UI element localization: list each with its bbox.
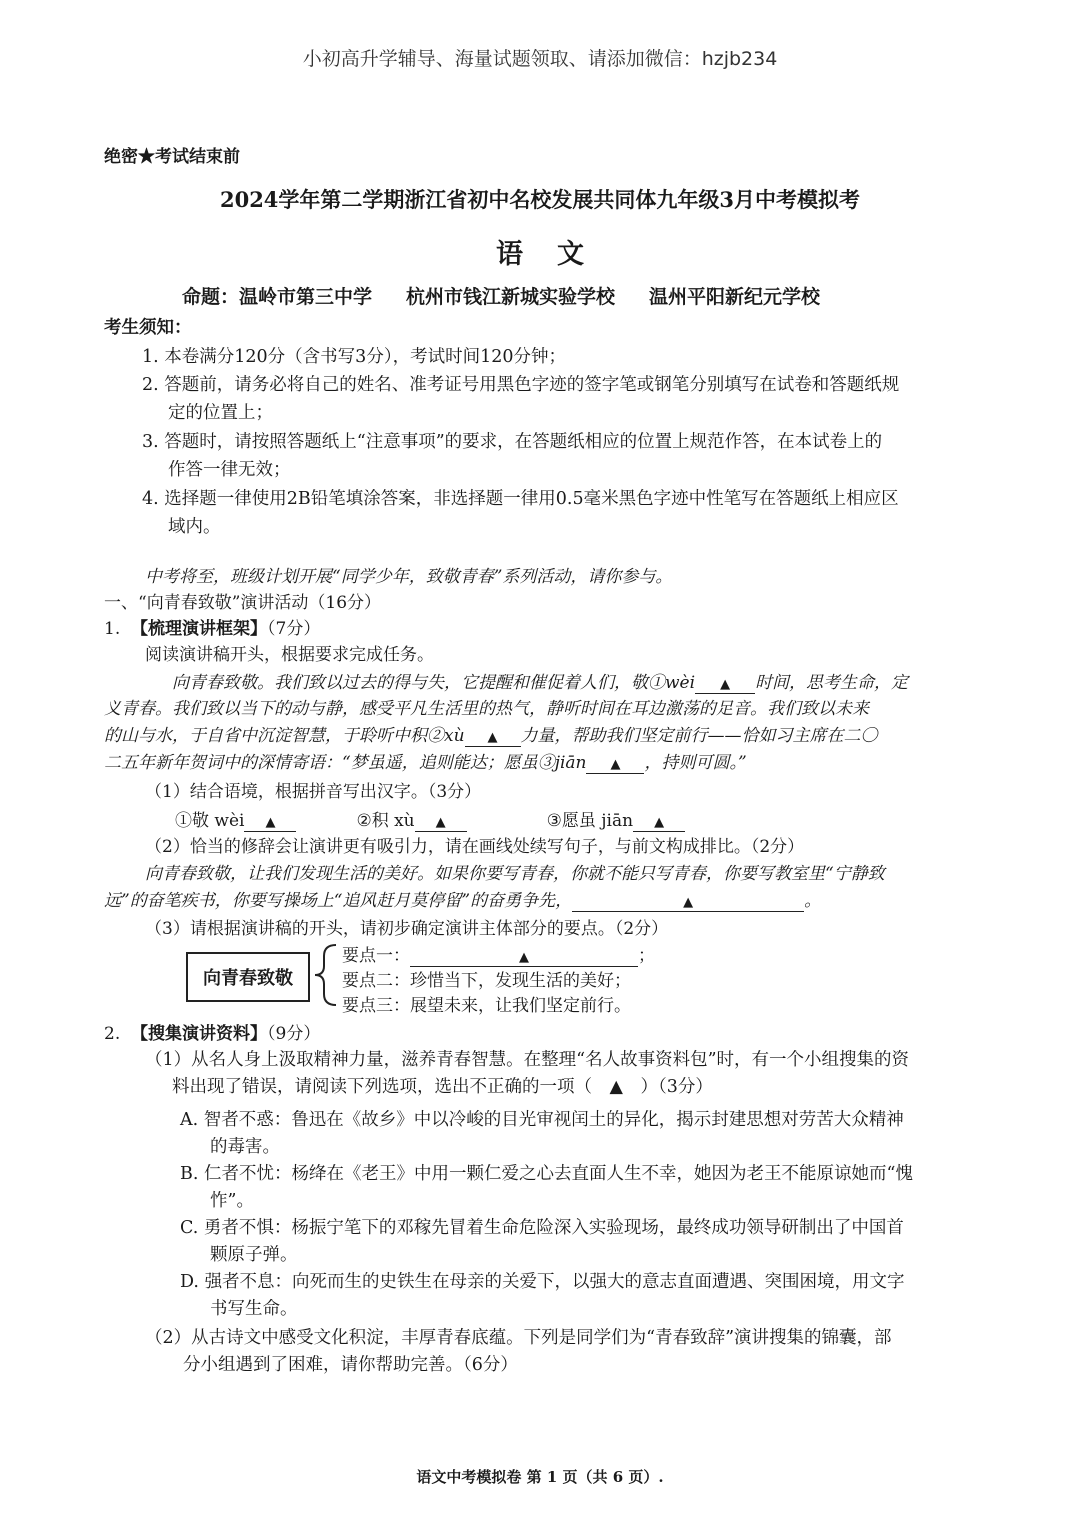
pinyin-blank-1[interactable] bbox=[244, 811, 296, 832]
option-label: C. bbox=[180, 1218, 199, 1238]
question-number: 1. bbox=[104, 619, 121, 639]
notice-item-4 bbox=[142, 485, 899, 510]
pinyin-row bbox=[175, 806, 685, 832]
rhetoric-text-cont: 远”的奋笔疾书，你要写操场上“追风赶月莫停留”的奋勇争先， ▲ 。 bbox=[104, 891, 822, 911]
activity-intro: 中考将至，班级计划开展“同学少年，致敬青春”系列活动，请你参与。 bbox=[145, 567, 673, 587]
question-2-header bbox=[104, 1019, 320, 1044]
answer-blank-1[interactable] bbox=[695, 673, 755, 694]
option-d[interactable] bbox=[180, 1268, 905, 1293]
notice-text-cont: 作答一律无效； bbox=[168, 460, 291, 480]
rhetoric-text: 远”的奋笔疾书，你要写操场上“追风赶月莫停留”的奋勇争先， bbox=[104, 891, 573, 911]
question-score: （9分） bbox=[267, 1024, 321, 1044]
author-school-1: 温岭市第三中学 bbox=[239, 286, 373, 308]
passage-text: 的山与水，于自省中沉淀智慧，于聆听中积②xù bbox=[104, 726, 465, 746]
notice-num: 3. bbox=[142, 432, 159, 452]
notice-item-3 bbox=[142, 428, 882, 453]
notice-num: 1. bbox=[142, 347, 159, 367]
passage-line bbox=[104, 721, 878, 747]
option-c-cont: 颗原子弹。 bbox=[210, 1245, 298, 1265]
notice-text-cont: 域内。 bbox=[168, 517, 221, 537]
authors-label: 命题： bbox=[182, 286, 240, 308]
option-label: D. bbox=[180, 1272, 199, 1292]
subquestion-1: （1）结合语境，根据拼音写出汉字。（3分） bbox=[145, 782, 482, 802]
passage-text: 时间，思考生命，定 bbox=[755, 673, 909, 693]
pinyin-blank-3[interactable] bbox=[633, 811, 685, 832]
point-label: 要点一： bbox=[342, 946, 410, 966]
pinyin-item-1: ①敬 wèi bbox=[175, 811, 245, 831]
authors-line bbox=[182, 282, 854, 309]
triangle-icon: ▲ bbox=[519, 950, 529, 965]
question-label: 【搜集演讲资料】 bbox=[131, 1024, 268, 1044]
rhetoric-answer-blank[interactable] bbox=[572, 891, 804, 912]
notice-text: 答题前，请务必将自己的姓名、准考证号用黑色字迹的签字笔或钢笔分别填写在试卷和答题纸规 bbox=[164, 375, 900, 395]
triangle-icon: ▲ bbox=[265, 815, 276, 830]
passage-line: 义青春。我们致以当下的动与静，感受平凡生活里的热气，静听时间在耳边激荡的足音。我们致以未来 bbox=[104, 699, 869, 719]
question-score: （7分） bbox=[267, 619, 321, 639]
notice-text: 选择题一律使用2B铅笔填涂答案，非选择题一律用0.5毫米黑色字迹中性笔写在答题纸上相应区 bbox=[164, 489, 899, 509]
passage-text: 二五年新年贺词中的深情寄语：“梦虽遥，追则能达；愿虽③jiān bbox=[104, 753, 587, 773]
subquestion-2: （2）恰当的修辞会让演讲更有吸引力，请在画线处续写句子，与前文构成排比。（2分） bbox=[145, 837, 805, 857]
exam-title: 2024学年第二学期浙江省初中名校发展共同体九年级3月中考模拟考 bbox=[219, 187, 861, 212]
q2-sub1-line2: 料出现了错误，请阅读下列选项，选出不正确的一项（ ▲ ）（3分） bbox=[172, 1077, 713, 1097]
section-1-title: 一、“向青春致敬”演讲活动（16分） bbox=[104, 593, 382, 613]
speech-frame-box: 向青春致敬 bbox=[186, 952, 310, 1002]
option-text: 智者不惑：鲁迅在《故乡》中以冷峻的目光审视闰土的异化，揭示封建思想对劳苦大众精神 bbox=[203, 1110, 904, 1130]
watermark-text: 小初高升学辅导、海量试题领取、请添加微信：hzjb234 bbox=[302, 48, 778, 70]
point-1-blank[interactable] bbox=[410, 946, 638, 967]
page-footer: 语文中考模拟卷 第 1 页（共 6 页）. bbox=[416, 1468, 664, 1486]
option-text: 勇者不惧：杨振宁笔下的邓稼先冒着生命危险深入实验现场，最终成功领导研制出了中国首 bbox=[203, 1218, 904, 1238]
pinyin-item-3: ③愿虽 jiān bbox=[546, 811, 634, 831]
passage-text: 向青春致敬。我们致以过去的得与失，它提醒和催促着人们，敬①wèi bbox=[172, 673, 696, 693]
passage-line bbox=[104, 748, 747, 774]
triangle-icon: ▲ bbox=[610, 757, 621, 772]
question-1-instruction: 阅读演讲稿开头，根据要求完成任务。 bbox=[145, 645, 434, 665]
notice-text-cont: 定的位置上； bbox=[168, 403, 273, 423]
notice-heading: 考生须知： bbox=[104, 318, 192, 338]
subquestion-3-text: （3）请根据演讲稿的开头，请初步确定演讲主体部分的要点。（2分） bbox=[145, 919, 669, 939]
notice-num: 2. bbox=[142, 375, 159, 395]
answer-blank-2[interactable] bbox=[465, 726, 521, 747]
option-a[interactable] bbox=[180, 1106, 904, 1131]
option-a-cont: 的毒害。 bbox=[210, 1137, 280, 1157]
triangle-icon: ▲ bbox=[654, 815, 665, 830]
confidential-mark: 绝密★考试结束前 bbox=[104, 147, 240, 167]
author-school-2: 杭州市钱江新城实验学校 bbox=[406, 286, 616, 308]
option-d-cont: 书写生命。 bbox=[210, 1299, 298, 1319]
option-label: B. bbox=[180, 1164, 199, 1184]
notice-item-2 bbox=[142, 371, 899, 396]
option-b[interactable] bbox=[180, 1160, 913, 1185]
notice-text: 本卷满分120分（含书写3分），考试时间120分钟； bbox=[164, 347, 566, 367]
answer-blank-3[interactable] bbox=[586, 753, 644, 774]
option-label: A. bbox=[180, 1110, 199, 1130]
author-school-3: 温州平阳新纪元学校 bbox=[649, 286, 821, 308]
subquestion-3 bbox=[145, 914, 668, 939]
question-number: 2. bbox=[104, 1024, 121, 1044]
triangle-icon: ▲ bbox=[720, 677, 731, 692]
notice-num: 4. bbox=[142, 489, 159, 509]
point-3: 要点三：展望未来，让我们坚定前行。 bbox=[342, 996, 631, 1016]
notice-item-1 bbox=[142, 343, 566, 368]
notice-text: 答题时，请按照答题纸上“注意事项”的要求，在答题纸相应的位置上规范作答，在本试卷上的 bbox=[164, 432, 883, 452]
subject-title: 语文 bbox=[496, 239, 618, 270]
option-c[interactable] bbox=[180, 1214, 904, 1239]
q2-sub1-line1: （1）从名人身上汲取精神力量，滋养青春智慧。在整理“名人故事资料包”时，有一个小组搜集的资 bbox=[145, 1050, 910, 1070]
pinyin-item-2: ②积 xù bbox=[356, 811, 415, 831]
option-b-cont: 怍”。 bbox=[210, 1191, 254, 1211]
point-1: 要点一： ▲ ； bbox=[342, 946, 655, 966]
question-1-header bbox=[104, 614, 320, 639]
passage-text: 力量，帮助我们坚定前行——恰如习主席在二〇 bbox=[520, 726, 878, 746]
triangle-icon: ▲ bbox=[487, 730, 498, 745]
triangle-icon: ▲ bbox=[683, 895, 694, 910]
triangle-icon: ▲ bbox=[435, 815, 446, 830]
option-text: 仁者不忧：杨绛在《老王》中用一颗仁爱之心去直面人生不幸，她因为老王不能原谅她而“愧 bbox=[204, 1164, 913, 1184]
passage-text: ，持则可圆。” bbox=[644, 753, 747, 773]
q2-sub2-line2: 分小组遇到了困难，请你帮助完善。（6分） bbox=[183, 1355, 518, 1375]
question-label: 【梳理演讲框架】 bbox=[131, 619, 268, 639]
point-2: 要点二：珍惜当下，发现生活的美好； bbox=[342, 971, 631, 991]
passage-line bbox=[172, 668, 908, 694]
pinyin-blank-2[interactable] bbox=[415, 811, 467, 832]
option-text: 强者不息：向死而生的史铁生在母亲的关爱下，以强大的意志直面遭遇、突围困境，用文字 bbox=[204, 1272, 905, 1292]
brace-icon bbox=[312, 942, 340, 1008]
rhetoric-text: 向青春致敬，让我们发现生活的美好。如果你要写青春，你就不能只写青春，你要写教室里“宁静致 bbox=[145, 864, 885, 884]
q2-sub2-line1: （2）从古诗文中感受文化积淀，丰厚青春底蕴。下列是同学们为“青春致辞”演讲搜集的锦囊，部 bbox=[145, 1328, 892, 1348]
